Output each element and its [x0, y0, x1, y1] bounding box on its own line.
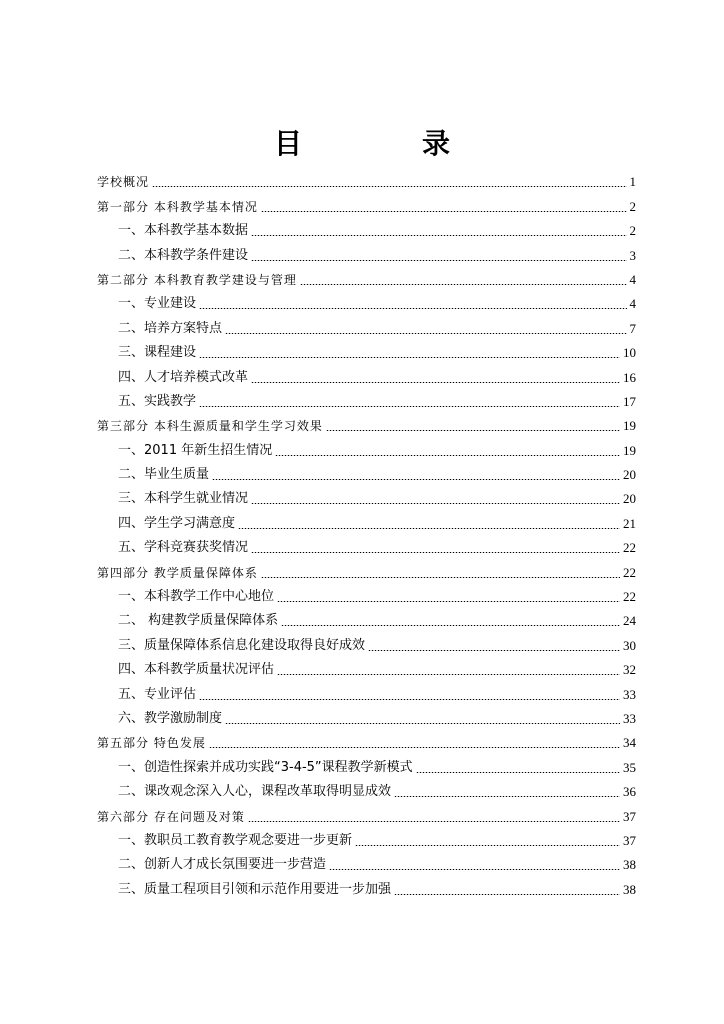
toc-entry — [97, 678, 636, 702]
toc-entry-page-number: 2 — [629, 223, 636, 239]
toc-entry-label: 三、质量工程项目引领和示范作用要进一步加强 — [118, 881, 392, 897]
dot-leader — [326, 430, 620, 431]
toc-entry-page-number: 32 — [623, 662, 636, 678]
toc-entry-page-number: 22 — [623, 540, 636, 556]
toc-entry — [97, 825, 636, 849]
toc-entry-page-number: 21 — [623, 515, 636, 531]
toc-entry-label: 二、培养方案特点 — [118, 320, 223, 336]
toc-entry — [97, 800, 636, 824]
toc-entry — [97, 581, 636, 605]
toc-entry-page-number: 19 — [623, 418, 636, 434]
toc-entry-label: 第六部分 存在问题及对策 — [97, 809, 245, 824]
toc-entry — [97, 166, 636, 190]
toc-entry-label: 二、本科教学条件建设 — [118, 247, 249, 263]
toc-entry-label: 四、学生学习满意度 — [118, 515, 236, 531]
toc-entry — [97, 215, 636, 239]
toc-entry-page-number: 38 — [623, 881, 636, 897]
toc-entry-label: 第一部分 本科教学基本情况 — [97, 199, 258, 214]
toc-entry-page-number: 20 — [623, 491, 636, 507]
toc-entry — [97, 288, 636, 312]
toc-entry-page-number: 34 — [623, 735, 636, 751]
toc-entry-page-number: 19 — [623, 442, 636, 458]
toc-entry — [97, 654, 636, 678]
toc-entry-page-number: 37 — [623, 808, 636, 824]
toc-entry-label: 学校概况 — [97, 175, 150, 190]
toc-entry-page-number: 22 — [623, 564, 636, 580]
table-of-contents — [97, 166, 636, 898]
toc-entry — [97, 190, 636, 214]
dot-leader — [199, 406, 620, 407]
dot-leader — [212, 479, 620, 480]
dot-leader — [275, 455, 620, 456]
toc-entry-label: 五、学科竞赛获奖情况 — [118, 540, 249, 556]
toc-entry-page-number: 38 — [623, 857, 636, 873]
dot-leader — [199, 699, 620, 700]
dot-leader — [251, 260, 626, 261]
toc-entry-label: 一、教职员工教育教学观念要进一步更新 — [118, 832, 353, 848]
page-title: 目 录 — [273, 126, 496, 160]
toc-entry-label: 二、创新人才成长氛围要进一步营造 — [118, 857, 327, 873]
dot-leader — [394, 796, 620, 797]
toc-entry-label: 一、2011 年新生招生情况 — [118, 442, 273, 458]
dot-leader — [251, 552, 620, 553]
toc-entry-label: 第三部分 本科生源质量和学生学习效果 — [97, 419, 323, 434]
dot-leader — [225, 333, 626, 334]
dot-leader — [368, 650, 620, 651]
toc-entry-label: 三、课程建设 — [118, 345, 197, 361]
toc-entry-label: 五、实践教学 — [118, 393, 197, 409]
dot-leader — [355, 845, 620, 846]
toc-entry-label: 四、人才培养模式改革 — [118, 369, 249, 385]
toc-entry-page-number: 22 — [623, 589, 636, 605]
toc-entry-label: 一、本科教学基本数据 — [118, 223, 249, 239]
toc-entry-page-number: 10 — [623, 345, 636, 361]
dot-leader — [251, 503, 620, 504]
toc-entry-page-number: 33 — [623, 686, 636, 702]
dot-leader — [199, 308, 626, 309]
toc-entry — [97, 410, 636, 434]
toc-entry — [97, 727, 636, 751]
dot-leader — [416, 772, 620, 773]
toc-entry — [97, 386, 636, 410]
toc-entry-page-number: 7 — [629, 320, 636, 336]
toc-entry-label: 二、课改观念深入人心，课程改革取得明显成效 — [118, 784, 392, 800]
dot-leader — [209, 747, 620, 748]
toc-entry-label: 五、专业评估 — [118, 686, 197, 702]
dot-leader — [277, 674, 620, 675]
toc-entry-page-number: 4 — [629, 271, 636, 287]
toc-entry-label: 三、质量保障体系信息化建设取得良好成效 — [118, 637, 366, 653]
toc-entry-label: 一、本科教学工作中心地位 — [118, 589, 275, 605]
toc-entry — [97, 483, 636, 507]
toc-entry-label: 第四部分 教学质量保障体系 — [97, 565, 258, 580]
toc-entry-page-number: 30 — [623, 637, 636, 653]
toc-entry — [97, 703, 636, 727]
toc-entry-label: 六、教学激励制度 — [118, 710, 223, 726]
dot-leader — [199, 357, 620, 358]
toc-entry — [97, 873, 636, 897]
toc-entry — [97, 751, 636, 775]
toc-entry-page-number: 16 — [623, 369, 636, 385]
toc-entry-label: 第五部分 特色发展 — [97, 736, 206, 751]
toc-entry-page-number: 33 — [623, 710, 636, 726]
toc-entry — [97, 361, 636, 385]
toc-entry — [97, 312, 636, 336]
toc-entry-page-number: 17 — [623, 393, 636, 409]
toc-entry-page-number: 37 — [623, 832, 636, 848]
dot-leader — [329, 869, 620, 870]
toc-entry-label: 第二部分 本科教育教学建设与管理 — [97, 272, 297, 287]
toc-entry — [97, 849, 636, 873]
dot-leader — [394, 894, 620, 895]
toc-entry — [97, 459, 636, 483]
toc-entry-label: 一、创造性探索并成功实践“3-4-5”课程教学新模式 — [118, 759, 413, 775]
toc-entry-label: 二、毕业生质量 — [118, 467, 210, 483]
dot-leader — [152, 186, 626, 187]
toc-entry — [97, 556, 636, 580]
toc-entry-label: 一、专业建设 — [118, 296, 197, 312]
dot-leader — [261, 577, 620, 578]
dot-leader — [238, 528, 620, 529]
toc-entry — [97, 629, 636, 653]
toc-entry-page-number: 1 — [629, 174, 636, 190]
toc-entry-page-number: 24 — [623, 613, 636, 629]
dot-leader — [251, 235, 626, 236]
toc-entry-page-number: 35 — [623, 759, 636, 775]
toc-entry — [97, 532, 636, 556]
toc-entry-page-number: 4 — [629, 296, 636, 312]
toc-entry — [97, 776, 636, 800]
dot-leader — [300, 284, 627, 285]
toc-entry-label: 三、本科学生就业情况 — [118, 491, 249, 507]
dot-leader — [277, 601, 620, 602]
dot-leader — [225, 723, 620, 724]
toc-entry-label: 二、 构建教学质量保障体系 — [118, 613, 279, 629]
toc-entry-page-number: 2 — [629, 198, 636, 214]
dot-leader — [248, 821, 620, 822]
dot-leader — [251, 382, 620, 383]
toc-entry — [97, 605, 636, 629]
toc-entry-page-number: 20 — [623, 467, 636, 483]
toc-entry-page-number: 3 — [629, 247, 636, 263]
dot-leader — [281, 625, 620, 626]
toc-entry — [97, 507, 636, 531]
toc-entry — [97, 434, 636, 458]
toc-entry — [97, 264, 636, 288]
toc-entry — [97, 337, 636, 361]
toc-entry-page-number: 36 — [623, 784, 636, 800]
dot-leader — [261, 211, 627, 212]
toc-entry — [97, 239, 636, 263]
toc-entry-label: 四、本科教学质量状况评估 — [118, 662, 275, 678]
